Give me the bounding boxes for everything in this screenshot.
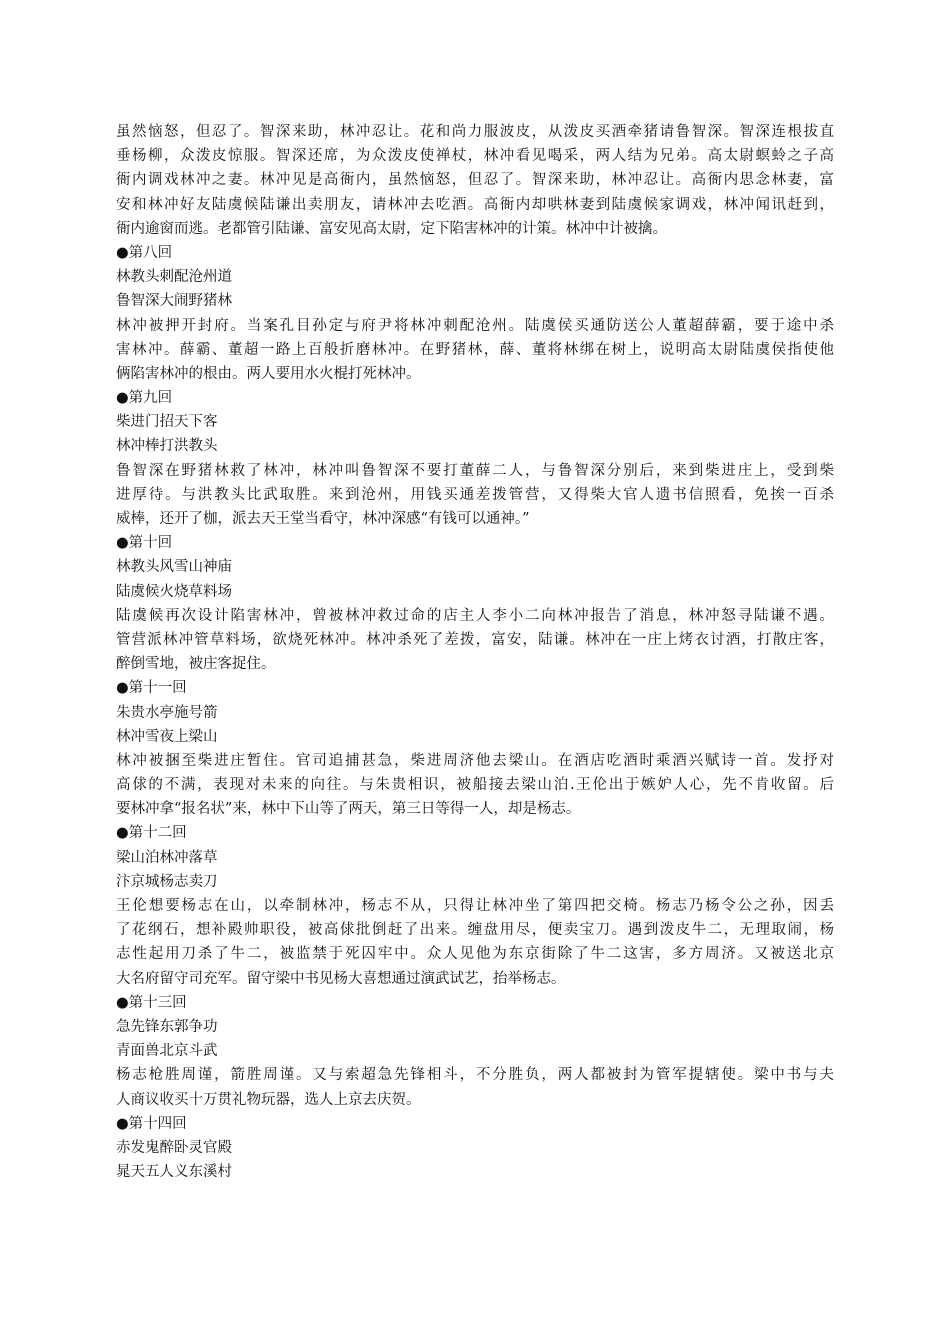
chapter-title: 赤发鬼醉卧灵官殿	[116, 1139, 232, 1156]
paragraph-line: 进厚待。与洪教头比武取胜。来到沧州，用钱买通差拨管营，又得柴大官人遗书信照看，免挨一百杀	[116, 486, 834, 503]
paragraph-line: 陆虞候再次设计陷害林冲，曾被林冲救过命的店主人李小二向林冲报告了消息，林冲怒寻陆谦不遇。	[116, 607, 834, 624]
chapter-title: 林教头刺配沧州道	[116, 269, 232, 286]
paragraph-line: 林冲被押开封府。当案孔目孙定与府尹将林冲刺配沧州。陆虞侯买通防送公人董超薛霸，要于途中杀	[116, 317, 834, 334]
paragraph-line: 俩陷害林冲的根由。两人要用水火棍打死林冲。	[116, 365, 421, 382]
chapter-heading: ●第十三回	[116, 994, 187, 1011]
paragraph-line: 要林冲拿“报名状”来，林中下山等了两天，第三日等得一人，却是杨志。	[116, 801, 581, 818]
chapter-heading: ●第八回	[116, 244, 173, 261]
document-page	[116, 120, 834, 1184]
chapter-title: 朱贵水亭施号箭	[116, 704, 218, 721]
chapter-title: 柴进门招天下客	[116, 414, 218, 431]
chapter-title: 青面兽北京斗武	[116, 1043, 218, 1060]
chapter-title: 汴京城杨志卖刀	[116, 873, 218, 890]
paragraph-line: 志性起用刀杀了牛二，被监禁于死囚牢中。众人见他为东京街除了牛二这害，多方周济。又被送北京	[116, 946, 834, 963]
chapter-title: 陆虞候火烧草料场	[116, 583, 232, 600]
chapter-heading: ●第十一回	[116, 680, 187, 697]
chapter-10	[116, 531, 834, 676]
chapter-12	[116, 821, 834, 990]
paragraph-line: 威棒，还开了枷，派去天王堂当看守，林冲深感“有钱可以通神。”	[116, 511, 530, 527]
chapter-14	[116, 1112, 834, 1185]
paragraph-line: 衙内逾窗而逃。老都管引陆谦、富安见高太尉，定下陷害林冲的计策。林冲中计被擒。	[116, 220, 667, 237]
chapter-9	[116, 386, 834, 531]
chapter-title: 林冲雪夜上梁山	[116, 728, 218, 745]
paragraph-line: 害林冲。薛霸、董超一路上百般折磨林冲。在野猪林，薛、董将林绑在树上，说明高太尉陆虞侯指使他	[116, 341, 834, 358]
chapter-title: 鲁智深大闹野猪林	[116, 293, 232, 310]
chapter-title: 晁天五人义东溪村	[116, 1164, 232, 1181]
chapter-11	[116, 676, 834, 821]
chapter-13	[116, 991, 834, 1112]
paragraph-line: 垂杨柳，众泼皮惊服。智深还席，为众泼皮使禅杖，林冲看见喝采，两人结为兄弟。高太尉螟蛉之子高	[116, 148, 834, 165]
intro-paragraph	[116, 120, 834, 241]
paragraph-line: 王伦想要杨志在山，以牵制林冲，杨志不从，只得让林冲坐了第四把交椅。杨志乃杨令公之孙，因丢	[116, 898, 834, 914]
paragraph-line: 醉倒雪地，被庄客捉住。	[116, 656, 276, 673]
chapter-heading: ●第十四回	[116, 1115, 187, 1132]
paragraph-line: 了花纲石，想补殿帅职役，被高俅批倒赶了出来。缠盘用尽，便卖宝刀。遇到泼皮牛二，无理取闹，杨	[116, 922, 834, 939]
paragraph-line: 安和林冲好友陆虞候陆谦出卖朋友，请林冲去吃酒。高衙内却哄林妻到陆虞候家调戏，林冲闻讯赶到，	[116, 196, 834, 213]
chapter-heading: ●第十二回	[116, 825, 187, 842]
paragraph-line: 衙内调戏林冲之妻。林冲见是高衙内，虽然恼怒，但忍了。智深来助，林冲忍让。高衙内思念林妻，富	[116, 172, 834, 189]
chapter-8	[116, 241, 834, 386]
chapter-title: 急先锋东郭争功	[116, 1018, 218, 1035]
chapter-heading: ●第九回	[116, 390, 173, 407]
chapter-title: 林冲棒打洪教头	[116, 438, 218, 455]
paragraph-line: 高俅的不满，表现对未来的向往。与朱贵相识，被船接去梁山泊.王伦出于嫉妒人心，先不肯收留。后	[116, 777, 834, 794]
paragraph-line: 虽然恼怒，但忍了。智深来助，林冲忍让。花和尚力服波皮，从泼皮买酒牵猪请鲁智深。智深连根拔直	[116, 124, 834, 140]
paragraph-line: 杨志枪胜周谨，箭胜周谨。又与索超急先锋相斗，不分胜负，两人都被封为管军提辖使。梁中书与夫	[116, 1067, 834, 1084]
chapter-heading: ●第十回	[116, 535, 173, 552]
paragraph-line: 鲁智深在野猪林救了林冲，林冲叫鲁智深不要打董薛二人，与鲁智深分别后，来到柴进庄上，受到柴	[116, 462, 834, 479]
paragraph-line: 林冲被捆至柴进庄暂住。官司追捕甚急，柴进周济他去梁山。在酒店吃酒时乘酒兴赋诗一首。发抒对	[116, 752, 834, 769]
paragraph-line: 大名府留守司充军。留守梁中书见杨大喜想通过演武试艺，抬举杨志。	[116, 970, 566, 987]
chapter-title: 梁山泊林冲落草	[116, 849, 218, 866]
chapter-title: 林教头风雪山神庙	[116, 559, 232, 576]
paragraph-line: 人商议收买十万贯礼物玩器，选人上京去庆贺。	[116, 1091, 421, 1108]
paragraph-line: 管营派林冲管草料场，欲烧死林冲。林冲杀死了差拨，富安，陆谦。林冲在一庄上烤衣讨酒，打散庄客，	[116, 631, 834, 648]
